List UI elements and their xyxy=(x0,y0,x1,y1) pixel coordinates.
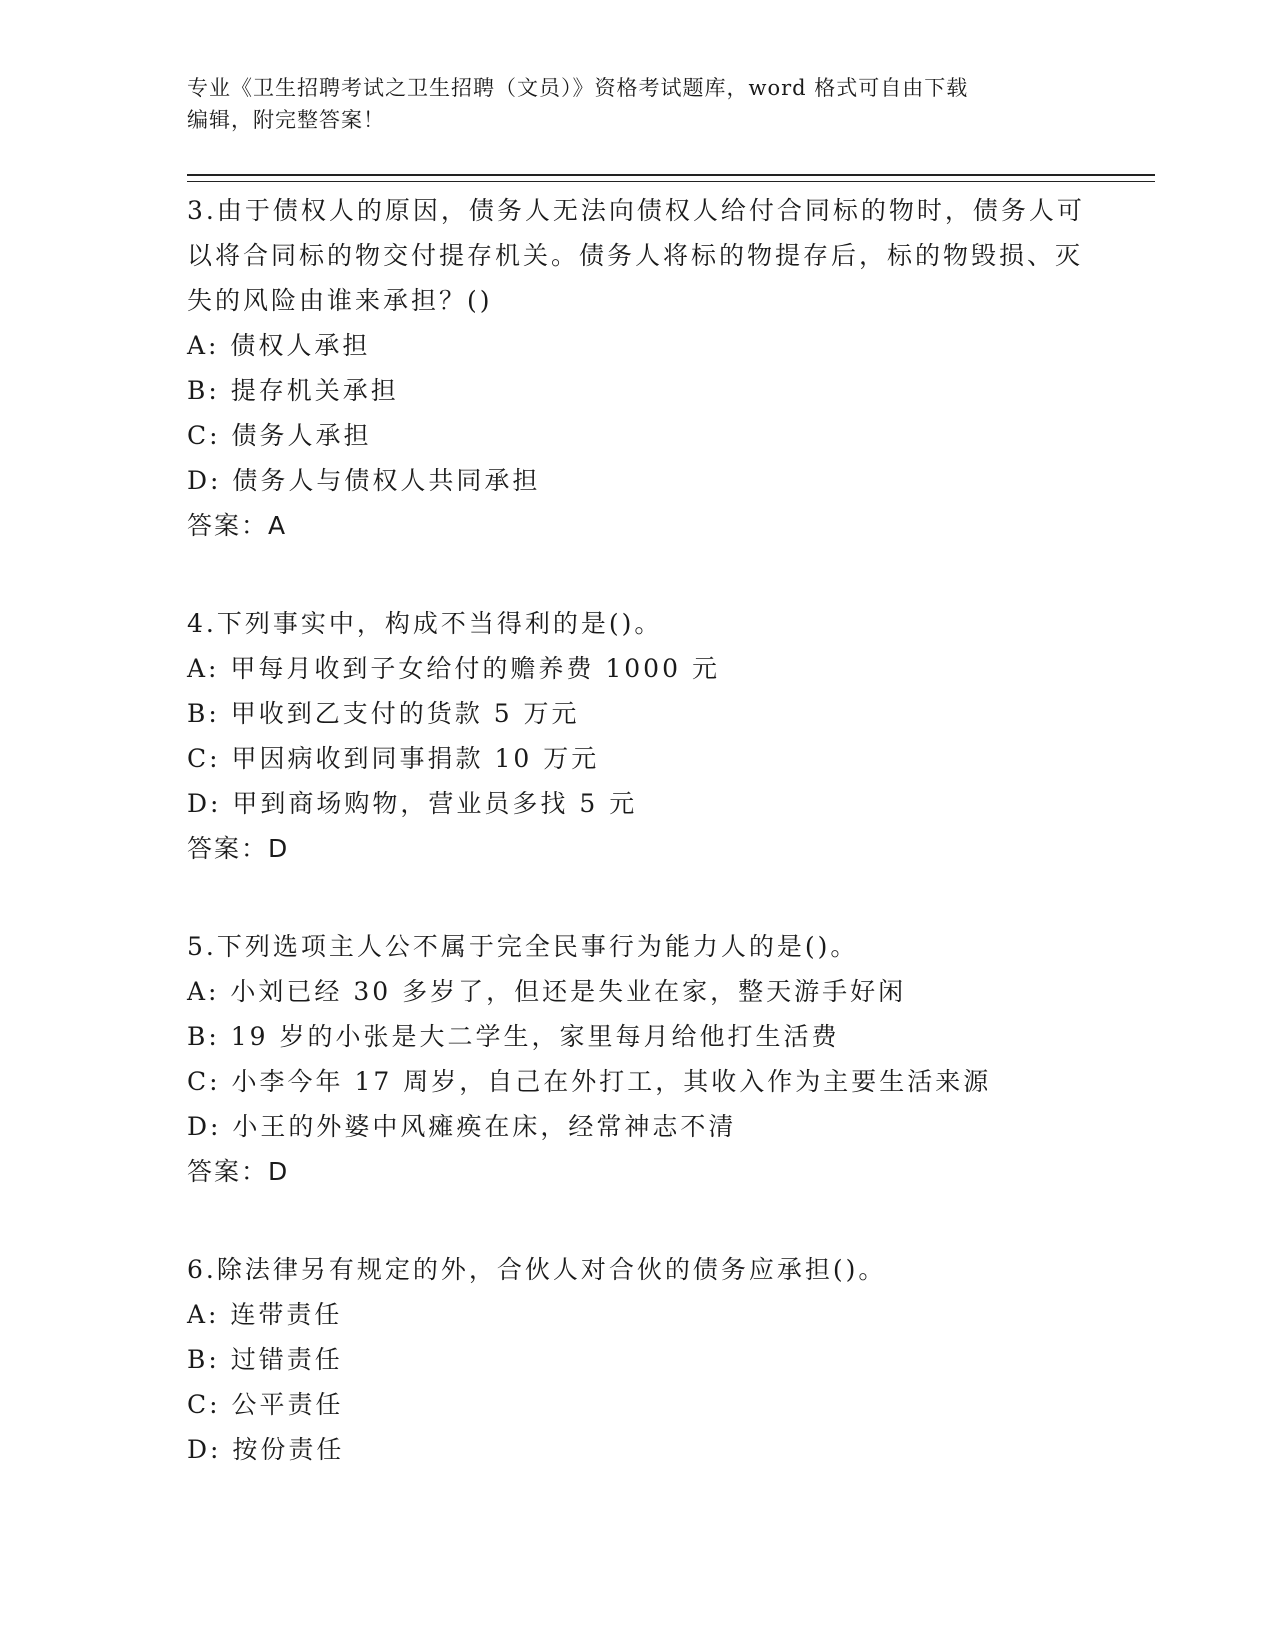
answer: 答案：D xyxy=(187,1157,290,1186)
option-b: B: 提存机关承担 xyxy=(187,376,399,405)
header-divider-thick xyxy=(187,174,1155,176)
option-a: A: 小刘已经 30 多岁了，但还是失业在家，整天游手好闲 xyxy=(187,977,907,1006)
question-4 xyxy=(187,601,1087,871)
option-d: D: 甲到商场购物，营业员多找 5 元 xyxy=(187,789,638,818)
option-b: B: 过错责任 xyxy=(187,1345,343,1374)
question-stem: 4.下列事实中，构成不当得利的是()。 xyxy=(187,609,663,638)
option-d: D: 小王的外婆中风瘫痪在床，经常神志不清 xyxy=(187,1112,737,1141)
option-d: D: 按份责任 xyxy=(187,1435,345,1464)
option-b: B: 19 岁的小张是大二学生，家里每月给他打生活费 xyxy=(187,1022,840,1051)
question-6 xyxy=(187,1247,1087,1472)
question-stem: 3.由于债权人的原因，债务人无法向债权人给付合同标的物时，债务人可以将合同标的物交付提存机关。债务人将标的物提存后，标的物毁损、灭失的风险由谁来承担？() xyxy=(187,196,1085,315)
option-c: C: 甲因病收到同事捐款 10 万元 xyxy=(187,744,600,773)
option-c: C: 公平责任 xyxy=(187,1390,344,1419)
question-list xyxy=(187,188,1087,1525)
question-5 xyxy=(187,924,1087,1194)
question-stem: 6.除法律另有规定的外，合伙人对合伙的债务应承担()。 xyxy=(187,1255,887,1284)
header-line-1: 专业《卫生招聘考试之卫生招聘（文员）》资格考试题库，word 格式可自由下载 xyxy=(187,76,969,100)
option-a: A: 甲每月收到子女给付的赡养费 1000 元 xyxy=(187,654,720,683)
option-b: B: 甲收到乙支付的货款 5 万元 xyxy=(187,699,580,728)
document-header xyxy=(187,72,1067,136)
answer: 答案：A xyxy=(187,511,288,540)
option-a: A: 连带责任 xyxy=(187,1300,343,1329)
option-c: C: 小李今年 17 周岁，自己在外打工，其收入作为主要生活来源 xyxy=(187,1067,992,1096)
answer: 答案：D xyxy=(187,834,290,863)
question-3 xyxy=(187,188,1087,548)
option-c: C: 债务人承担 xyxy=(187,421,372,450)
header-line-2: 编辑，附完整答案！ xyxy=(187,108,385,132)
question-stem: 5.下列选项主人公不属于完全民事行为能力人的是()。 xyxy=(187,932,859,961)
option-d: D: 债务人与债权人共同承担 xyxy=(187,466,541,495)
header-divider-thin xyxy=(187,181,1155,182)
option-a: A: 债权人承担 xyxy=(187,331,371,360)
